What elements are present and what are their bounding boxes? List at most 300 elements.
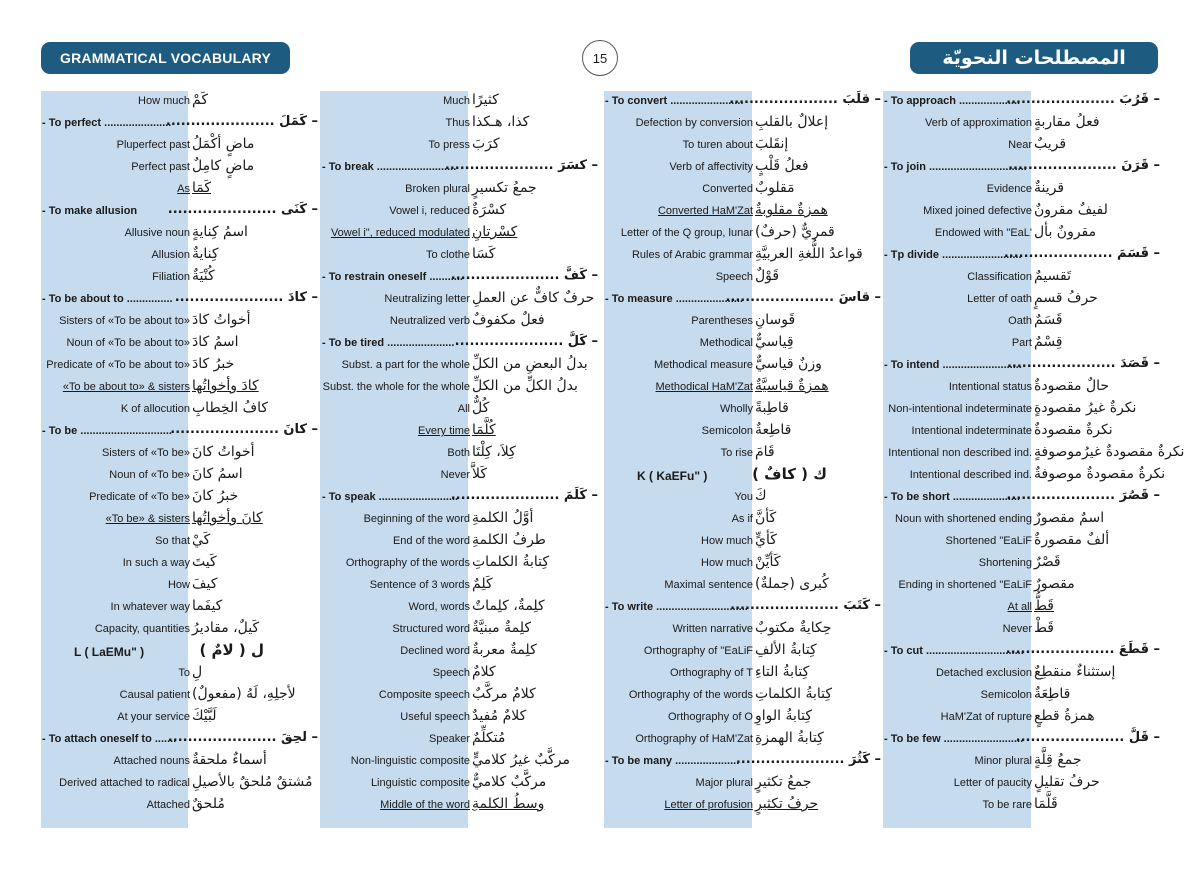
root-header	[40, 729, 320, 751]
term-arabic: نكرةٌ مقصودةٌ موصوفةٌ	[1034, 466, 1166, 482]
vocab-column-3	[603, 91, 883, 817]
term-english: Semicolon	[701, 425, 753, 437]
term-english: Letter of paucity	[953, 777, 1032, 789]
term-english: - To write ..............................	[605, 601, 748, 613]
term-english: Intentional status	[948, 381, 1032, 393]
term-arabic: كُنْيَةٌ	[192, 268, 215, 284]
term-arabic: – كَتَبَ ......................	[730, 598, 881, 613]
vocab-entry	[882, 773, 1162, 795]
vocab-entry	[320, 355, 600, 377]
term-arabic: ماضٍ أكْمَلُ	[192, 136, 255, 152]
root-header	[320, 157, 600, 179]
title-ar: المصطلحات النحويّة	[910, 42, 1158, 74]
vocab-entry	[40, 707, 320, 729]
vocab-entry	[603, 685, 883, 707]
term-arabic: خبرُ كانَ	[192, 488, 239, 504]
vocab-entry	[40, 531, 320, 553]
term-arabic: كُلٌّ	[472, 400, 490, 416]
vocab-entry	[320, 113, 600, 135]
term-arabic: طرفُ الكلمةِ	[472, 532, 546, 548]
term-english: Never	[1002, 623, 1032, 635]
term-english: Linguistic composite	[370, 777, 470, 789]
term-english: All	[457, 403, 470, 415]
term-arabic: – قَصُرَ ......................	[1006, 488, 1160, 503]
vocab-entry	[320, 685, 600, 707]
term-english: - To be tired ......................	[322, 337, 455, 349]
term-english: Speaker	[429, 733, 470, 745]
term-english: Shortening	[978, 557, 1032, 569]
vocab-entry	[882, 135, 1162, 157]
term-english: Sisters of «To be»	[101, 447, 190, 459]
term-english: Broken plural	[405, 183, 470, 195]
root-header	[603, 751, 883, 773]
term-english: Maximal sentence	[664, 579, 753, 591]
term-english: Verb of affectivity	[669, 161, 753, 173]
term-arabic: همزةٌ مقلوبةٌ	[755, 202, 828, 218]
term-arabic: قاطِبةً	[755, 400, 789, 416]
term-arabic: كلِمةٌ، كلِماتٌ	[472, 598, 545, 614]
term-english: Noun of «To be about to»	[66, 337, 190, 349]
term-arabic: – كَثُرَ ......................	[735, 752, 881, 767]
vocab-entry	[603, 157, 883, 179]
term-arabic: قِسْمٌ	[1034, 334, 1063, 350]
term-arabic: حرفٌ كافٌّ عن العملِ	[472, 290, 595, 306]
root-header	[40, 289, 320, 311]
vocab-entry	[320, 773, 600, 795]
term-english: Thus	[445, 117, 470, 129]
term-arabic: جمعُ تكسيرٍ	[472, 180, 537, 196]
term-english: Useful speech	[400, 711, 470, 723]
term-english: To	[178, 667, 190, 679]
term-english: Subst. the whole for the whole	[322, 381, 470, 393]
term-english: Orthography of the words	[345, 557, 470, 569]
term-arabic: كيفَ	[192, 576, 218, 592]
vocab-entry	[603, 399, 883, 421]
vocab-entry	[882, 443, 1185, 465]
vocab-entry	[40, 509, 320, 531]
vocab-entry	[320, 223, 600, 245]
letter-section-header	[603, 465, 883, 487]
term-english: - To make allusion	[42, 205, 138, 217]
term-english: Speech	[715, 271, 753, 283]
vocab-entry	[40, 135, 320, 157]
term-english: Semicolon	[980, 689, 1032, 701]
term-arabic: كيفَما	[192, 598, 223, 614]
vocab-entry	[320, 597, 600, 619]
vocab-entry	[40, 443, 320, 465]
term-english: Every time	[418, 425, 470, 437]
vocab-entry	[603, 135, 883, 157]
vocab-entry	[603, 553, 883, 575]
term-arabic: لِ	[192, 664, 203, 680]
vocab-entry	[40, 597, 320, 619]
term-english: Letter of profusion	[664, 799, 753, 811]
vocab-entry	[40, 333, 320, 355]
term-english: Neutralizing letter	[384, 293, 470, 305]
term-arabic: نكرةٌ غيرُ مقصودةٍ	[1034, 400, 1137, 416]
term-arabic: قريبٌ	[1034, 136, 1067, 152]
vocab-entry	[882, 575, 1162, 597]
vocab-entry	[882, 509, 1162, 531]
term-english: - To approach ....................	[884, 95, 1021, 107]
vocab-entry	[40, 575, 320, 597]
root-header	[882, 487, 1162, 509]
vocab-entry	[882, 267, 1162, 289]
term-arabic: اسمٌ مقصورٌ	[1034, 510, 1105, 526]
term-english: Detached exclusion	[935, 667, 1032, 679]
term-arabic: – قلَبَ ......................	[729, 92, 881, 107]
vocab-entry	[320, 751, 600, 773]
vocab-entry	[882, 223, 1162, 245]
term-english: Neutralized verb	[389, 315, 470, 327]
vocab-entry	[320, 399, 600, 421]
term-arabic: كسْرتانِ	[472, 224, 518, 240]
vocab-entry	[40, 91, 320, 113]
vocab-entry	[603, 333, 883, 355]
term-english: - To be many .....................	[605, 755, 740, 767]
term-english: Declined word	[400, 645, 470, 657]
vocab-entry	[40, 399, 320, 421]
vocab-entry	[320, 795, 600, 817]
term-english: Filiation	[152, 271, 190, 283]
term-arabic: – قاسَ ......................	[725, 290, 881, 305]
vocab-entry	[40, 157, 320, 179]
term-arabic: لَبَّيْكَ	[192, 708, 217, 724]
vocab-entry	[603, 641, 883, 663]
term-arabic: أسماءٌ ملحقةٌ	[192, 752, 267, 768]
term-arabic: مُلحقٌ	[192, 796, 225, 812]
vocab-entry	[603, 245, 883, 267]
vocab-entry	[603, 487, 883, 509]
vocab-entry	[40, 245, 320, 267]
term-arabic: كِتابةُ الكلماتِ	[755, 686, 833, 702]
term-english: Orthography of "EaLiF	[643, 645, 753, 657]
vocab-entry	[40, 267, 320, 289]
term-arabic: كَيْ	[192, 532, 211, 548]
vocab-entry	[882, 201, 1162, 223]
term-english: Defection by conversion	[635, 117, 753, 129]
term-arabic: – كادَ ......................	[174, 290, 318, 305]
term-english: Wholly	[719, 403, 753, 415]
term-arabic: أوَّلُ الكلمةِ	[472, 510, 534, 526]
root-header	[40, 421, 320, 443]
term-arabic: مَقلوبٌ	[755, 180, 795, 196]
vocab-entry	[40, 751, 320, 773]
term-arabic: – قَسَمَ ......................	[1003, 246, 1160, 261]
term-english: Converted HaM'Zat	[657, 205, 753, 217]
term-english: - To cut ................................	[884, 645, 1024, 657]
term-english: - To be about to ...............	[42, 293, 173, 305]
term-english: At your service	[117, 711, 190, 723]
term-english: Orthography of T	[670, 667, 753, 679]
term-arabic: كِتابةُ الهمزةِ	[755, 730, 824, 746]
term-english: - To measure ......................	[605, 293, 743, 305]
term-arabic: ألفٌ مقصورةٌ	[1034, 532, 1110, 548]
term-arabic: ل ( لامٌ )	[199, 641, 264, 659]
term-english: Pluperfect past	[116, 139, 190, 151]
term-english: To press	[428, 139, 470, 151]
term-english: Near	[1008, 139, 1032, 151]
term-english: To clothe	[425, 249, 470, 261]
root-header	[603, 597, 883, 619]
term-arabic: فعلُ مقاربةٍ	[1034, 114, 1100, 130]
term-arabic: وسطُ الكلمةِ	[472, 796, 545, 812]
term-english: Orthography of O	[668, 711, 753, 723]
term-arabic: إستثناءٌ منقطِعٌ	[1034, 664, 1116, 680]
term-arabic: – كَفَّ ......................	[450, 268, 598, 283]
term-english: K of allocution	[120, 403, 190, 415]
vocab-entry	[603, 355, 883, 377]
term-arabic: ك ( كافٌ )	[752, 465, 827, 483]
term-arabic: كسْرَةٌ	[472, 202, 507, 218]
term-arabic: كِتابةُ التاءِ	[755, 664, 810, 680]
vocab-entry	[603, 707, 883, 729]
vocab-entry	[882, 311, 1162, 333]
term-arabic: بدلُ الكلِّ من الكلِّ	[472, 378, 578, 394]
vocab-entry	[603, 267, 883, 289]
term-arabic: حرفُ تكثيرٍ	[755, 796, 819, 812]
vocab-entry	[882, 421, 1162, 443]
root-header	[40, 201, 320, 223]
term-arabic: إعلالٌ بالقلبِ	[755, 114, 829, 130]
term-arabic: كِتابةُ الكلماتِ	[472, 554, 550, 570]
vocab-entry	[603, 443, 883, 465]
term-arabic: كانَ وأخواتُها	[192, 510, 263, 526]
term-arabic: كادَ وأخواتُها	[192, 378, 259, 394]
term-arabic: كَمَا	[192, 180, 212, 196]
term-english: Sisters of «To be about to»	[59, 315, 190, 327]
term-english: HaM'Zat of rupture	[940, 711, 1032, 723]
term-arabic: – كَلَّ ......................	[454, 334, 598, 349]
term-arabic: قَامَ	[755, 444, 775, 460]
vocab-entry	[320, 245, 600, 267]
term-arabic: مركَّبٌ غيرُ كلاميٍّ	[472, 752, 570, 768]
vocab-entry	[320, 135, 600, 157]
vocab-entry	[882, 399, 1162, 421]
term-english: «To be» & sisters	[105, 513, 190, 525]
root-header	[603, 289, 883, 311]
page-number: 15	[582, 40, 618, 76]
term-english: Orthography of HaM'Zat	[635, 733, 753, 745]
term-arabic: قِياسيٌّ	[755, 334, 794, 350]
vocab-entry	[603, 179, 883, 201]
term-arabic: قَطْ	[1034, 620, 1054, 636]
term-english: As if	[731, 513, 753, 525]
term-english: Beginning of the word	[363, 513, 470, 525]
vocab-entry	[603, 663, 883, 685]
term-arabic: كَمْ	[192, 92, 208, 108]
term-english: End of the word	[392, 535, 470, 547]
term-english: - To join ................................	[884, 161, 1027, 173]
term-english: - To be short ......................	[884, 491, 1021, 503]
term-english: Major plural	[695, 777, 753, 789]
vocab-entry	[320, 531, 600, 553]
root-header	[603, 91, 883, 113]
vocab-entry	[320, 553, 600, 575]
term-arabic: كَأيٍّ	[755, 532, 777, 548]
term-arabic: كَلاَّ	[472, 466, 488, 482]
vocab-entry	[882, 113, 1162, 135]
vocab-entry	[603, 773, 883, 795]
term-arabic: مُتكلِّمٌ	[472, 730, 506, 746]
root-header	[320, 333, 600, 355]
term-english: Capacity, quantities	[94, 623, 190, 635]
root-header	[320, 487, 600, 509]
vocab-entry	[320, 91, 600, 113]
term-english: Ending in shortened "EaLiF	[898, 579, 1032, 591]
term-arabic: لفيفٌ مقرونٌ	[1034, 202, 1108, 218]
term-arabic: كَ	[755, 488, 767, 504]
term-arabic: كُلَّمَا	[472, 422, 496, 438]
term-english: Written narrative	[672, 623, 753, 635]
term-english: Non-intentional indeterminate	[888, 403, 1032, 415]
term-english: To be rare	[982, 799, 1032, 811]
vocab-entry	[882, 179, 1162, 201]
term-english: Oath	[1008, 315, 1032, 327]
term-arabic: حرفُ تقليلٍ	[1034, 774, 1100, 790]
term-arabic: – كَلَمَ ......................	[450, 488, 598, 503]
vocab-entry	[40, 311, 320, 333]
term-arabic: كذا، هـكذا	[472, 114, 530, 130]
term-english: Attached nouns	[113, 755, 190, 767]
term-arabic: – كَنَى ......................	[167, 202, 318, 217]
root-header	[882, 91, 1162, 113]
term-arabic: قمريٌّ (حرفٌ)	[755, 224, 835, 240]
term-arabic: قَسَمٌ	[1034, 312, 1063, 328]
vocab-entry	[40, 377, 320, 399]
term-english: Intentional described ind.	[909, 469, 1032, 481]
term-english: As	[177, 183, 190, 195]
term-arabic: كِلاَ، كِلْتَا	[472, 444, 516, 460]
term-english: Allusive noun	[124, 227, 190, 239]
root-header	[882, 157, 1162, 179]
term-english: - To speak ..........................	[322, 491, 459, 503]
term-english: Intentional non described ind.	[888, 447, 1032, 459]
term-arabic: تَقسيمٌ	[1034, 268, 1072, 284]
term-arabic: خبرُ كادَ	[192, 356, 235, 372]
term-english: Composite speech	[378, 689, 470, 701]
vocab-entry	[40, 355, 320, 377]
term-english: - Tp divide ..........................	[884, 249, 1022, 261]
term-arabic: فعلُ قَلْبٍ	[755, 158, 809, 174]
term-arabic: مُشتقٌ مُلحقٌ بالأصيلِ	[192, 774, 313, 790]
vocab-entry	[882, 289, 1162, 311]
term-arabic: همزةُ قطعٍ	[1034, 708, 1095, 724]
vocab-entry	[882, 597, 1162, 619]
term-arabic: أخواتُ كادَ	[192, 312, 251, 328]
term-english: Vowel i", reduced modulated	[330, 227, 470, 239]
vocab-entry	[320, 289, 600, 311]
term-english: Predicate of «To be about to»	[46, 359, 190, 371]
term-english: «To be about to» & sisters	[62, 381, 190, 393]
term-arabic: همزةٌ قياسيَّةٌ	[755, 378, 829, 394]
term-english: Predicate of «To be»	[89, 491, 190, 503]
vocab-entry	[882, 707, 1162, 729]
root-header	[40, 113, 320, 135]
term-english: Endowed with "EaL'	[934, 227, 1032, 239]
term-english: Methodical	[699, 337, 753, 349]
letter-section-header	[40, 641, 320, 663]
term-arabic: كُبرى (جملةٌ)	[755, 576, 829, 592]
vocab-entry	[882, 685, 1162, 707]
term-english: Rules of Arabic grammar	[631, 249, 753, 261]
vocab-entry	[882, 795, 1162, 817]
term-arabic: كلامٌ مُفيدٌ	[472, 708, 527, 724]
term-english: Much	[443, 95, 470, 107]
term-english: Noun of «To be»	[109, 469, 190, 481]
vocab-entry	[320, 575, 600, 597]
term-english: - To restrain oneself ...........	[322, 271, 463, 283]
term-arabic: بدلُ البعضِ من الكلِّ	[472, 356, 588, 372]
term-english: To turen about	[682, 139, 753, 151]
term-english: Intentional indeterminate	[911, 425, 1032, 437]
vocab-entry	[603, 729, 883, 751]
vocab-entry	[603, 311, 883, 333]
term-english: How much	[701, 557, 753, 569]
term-english: In such a way	[122, 557, 190, 569]
term-english: Evidence	[986, 183, 1032, 195]
term-arabic: جمعُ قِلَّةٍ	[1034, 752, 1082, 768]
vocab-entry	[40, 795, 320, 817]
term-arabic: كَلِمٌ	[472, 576, 493, 592]
term-arabic: قاطِعَةٌ	[1034, 686, 1071, 702]
vocab-entry	[40, 465, 320, 487]
term-english: How much	[701, 535, 753, 547]
term-arabic: – قَرُبَ ......................	[1006, 92, 1160, 107]
vocab-column-2	[320, 91, 600, 817]
term-english: Converted	[702, 183, 753, 195]
term-english: Never	[440, 469, 470, 481]
term-english: Orthography of the words	[628, 689, 753, 701]
term-arabic: قَصْرٌ	[1034, 554, 1061, 570]
term-english: Verb of approximation	[924, 117, 1032, 129]
vocab-entry	[40, 663, 320, 685]
term-english: Attached	[146, 799, 190, 811]
term-english: Both	[447, 447, 470, 459]
term-arabic: كَأنَّ	[755, 510, 777, 526]
vocab-entry	[882, 619, 1162, 641]
term-english: Speech	[432, 667, 470, 679]
term-arabic: قَوسانِ	[755, 312, 796, 328]
term-english: Derived attached to radical	[59, 777, 190, 789]
term-arabic: أخواتُ كانَ	[192, 444, 255, 460]
term-arabic: – قَلَّ ......................	[1015, 730, 1160, 745]
term-arabic: قَوْلٌ	[755, 268, 780, 284]
term-english: Subst. a part for the whole	[341, 359, 470, 371]
vocab-column-4	[882, 91, 1185, 817]
term-english: - To break ..........................	[322, 161, 457, 173]
term-arabic: اسمُ كانَ	[192, 466, 243, 482]
term-arabic: كِتابةُ الواوِ	[755, 708, 813, 724]
term-arabic: وزنٌ قياسيٌّ	[755, 356, 822, 372]
vocab-entry	[320, 619, 600, 641]
vocab-entry	[320, 465, 600, 487]
term-english: Non-linguistic composite	[350, 755, 470, 767]
vocab-entry	[603, 795, 883, 817]
term-english: - To be few ..........................	[884, 733, 1024, 745]
term-english: - To perfect ......................	[42, 117, 172, 129]
vocab-entry	[882, 465, 1166, 487]
vocab-entry	[882, 663, 1162, 685]
vocab-entry	[320, 421, 600, 443]
vocab-entry	[603, 531, 883, 553]
term-english: So that	[155, 535, 190, 547]
root-header	[882, 641, 1162, 663]
term-english: At all	[1007, 601, 1032, 613]
term-english: Word, words	[408, 601, 470, 613]
term-english: Classification	[967, 271, 1032, 283]
term-english: Letter of oath	[967, 293, 1032, 305]
